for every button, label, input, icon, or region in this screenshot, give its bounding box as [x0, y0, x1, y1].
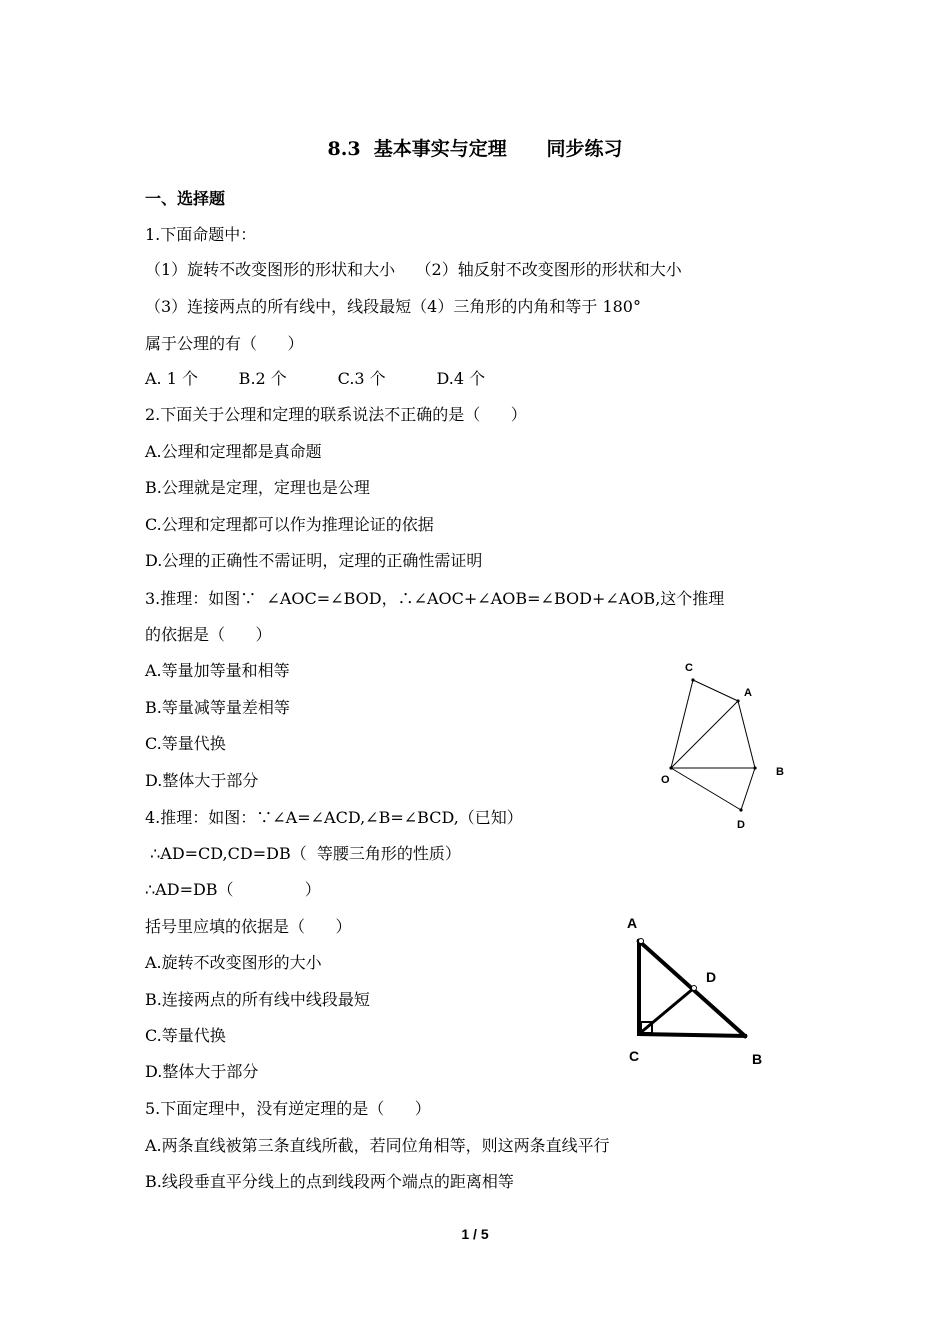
label-b: B — [776, 766, 784, 778]
point-c — [691, 678, 694, 681]
q4-stem: 4.推理：如图：∵∠A=∠ACD,∠B=∠BCD,（已知） — [145, 808, 523, 827]
segment-cb — [639, 1034, 745, 1036]
q1-stem: 1.下面命题中： — [145, 225, 257, 244]
q2-option-a: A.公理和定理都是真命题 — [145, 442, 322, 461]
q5-option-a: A.两条直线被第三条直线所截，若同位角相等，则这两条直线平行 — [145, 1136, 610, 1155]
label-b: B — [752, 1051, 763, 1067]
q4-option-a: A.旋转不改变图形的大小 — [145, 953, 322, 972]
q4-option-c: C.等量代换 — [145, 1026, 226, 1045]
q2-option-d: D.公理的正确性不需证明，定理的正确性需证明 — [145, 551, 483, 570]
q4-question: 括号里应填的依据是（ ） — [145, 917, 352, 936]
q3-option-a: A.等量加等量和相等 — [145, 661, 290, 680]
q4-step1: ∴AD=CD,CD=DB（ 等腰三角形的性质） — [145, 844, 461, 863]
label-o: O — [661, 774, 670, 786]
point-a — [639, 939, 644, 944]
point-o — [669, 766, 672, 769]
segment-od — [671, 768, 741, 810]
q4-triangle-figure — [615, 905, 775, 1070]
q4-step2: ∴AD=DB（ ） — [145, 880, 321, 899]
label-c: C — [629, 1048, 640, 1064]
q3-option-d: D.整体大于部分 — [145, 771, 259, 790]
segment-oc — [671, 680, 693, 768]
q2-stem: 2.下面关于公理和定理的联系说法不正确的是（ ） — [145, 405, 527, 424]
q3-stem-line1: 3.推理：如图∵ ∠AOC=∠BOD，∴∠AOC+∠AOB=∠BOD+∠AOB,这个推理 — [145, 589, 725, 608]
label-d: D — [737, 819, 745, 831]
section-heading: 一、选择题 — [145, 189, 226, 208]
page-title: 8.3 基本事实与定理 同步练习 — [327, 138, 623, 160]
point-d — [739, 808, 742, 811]
label-a: A — [627, 915, 638, 931]
q1-question: 属于公理的有（ ） — [145, 334, 304, 353]
q2-option-b: B.公理就是定理，定理也是公理 — [145, 478, 370, 497]
q5-option-b: B.线段垂直平分线上的点到线段两个端点的距离相等 — [145, 1172, 514, 1191]
q1-items-line2: （3）连接两点的所有线中，线段最短（4）三角形的内角和等于 180° — [145, 297, 641, 316]
q1-items-line1: （1）旋转不改变图形的形状和大小 （2）轴反射不改变图形的形状和大小 — [145, 260, 682, 279]
q4-option-b: B.连接两点的所有线中线段最短 — [145, 990, 370, 1009]
label-a: A — [744, 687, 752, 699]
q3-option-c: C.等量代换 — [145, 734, 226, 753]
q2-option-c: C.公理和定理都可以作为推理论证的依据 — [145, 515, 434, 534]
point-d — [692, 986, 697, 991]
segment-bd — [741, 768, 755, 810]
q3-angle-figure — [650, 655, 800, 835]
point-b — [753, 766, 756, 769]
q3-option-b: B.等量减等量差相等 — [145, 698, 290, 717]
q4-option-d: D.整体大于部分 — [145, 1062, 259, 1081]
segment-oa — [671, 701, 738, 768]
q5-stem: 5.下面定理中，没有逆定理的是（ ） — [145, 1099, 431, 1118]
segment-cd — [639, 988, 694, 1034]
segment-ab — [738, 701, 755, 768]
label-c: C — [685, 662, 693, 674]
q1-options: A. 1 个 B.2 个 C.3 个 D.4 个 — [145, 369, 486, 388]
q3-stem-line2: 的依据是（ ） — [145, 625, 272, 644]
point-a — [736, 699, 739, 702]
segment-ca — [693, 680, 738, 701]
label-d: D — [706, 969, 717, 985]
page-number: 1 / 5 — [461, 1226, 489, 1242]
